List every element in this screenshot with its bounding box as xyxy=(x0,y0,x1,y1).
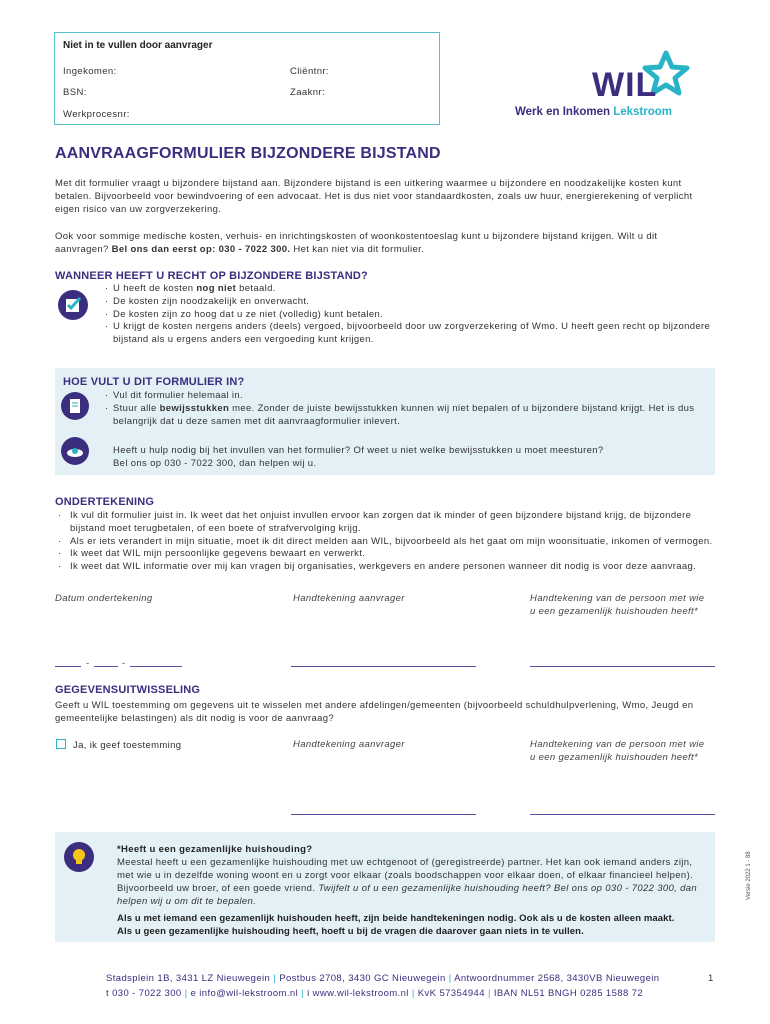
list-item: · Ik weet dat WIL informatie over mij kan vragen bij organisaties, werkgevers en andere personen wanneer dit nodig is voor deze aanvraag. xyxy=(58,561,718,574)
date-day-line[interactable] xyxy=(55,666,81,667)
date-label: Datum ondertekening xyxy=(55,593,153,604)
hoe-heading: HOE VULT U DIT FORMULIER IN? xyxy=(63,376,245,388)
werkprocesnr-field[interactable]: Werkprocesnr: xyxy=(63,109,130,120)
office-box-title: Niet in te vullen door aanvrager xyxy=(63,40,213,51)
household-text: Meestal heeft u een gezamenlijke huishouding met uw echtgenoot of (geregistreerde) partner. Het kan ook iemand anders zijn, met wie u in dezelfde woning woont en u zorgt voor elkaar (zoals boodschappen voor elkaar doen, of elkaar financieel helpen). Bijvoorbeeld uw broer, of een goede vriend. Twijfelt u of u een gezamenlijke huishouding heeft? Bel ons op 030 - 7022 300, dan helpen wij u om dit te bepalen. xyxy=(117,857,697,907)
footer-contact-line: t 030 - 7022 300 | e info@wil-lekstroom.nl | i www.wil-lekstroom.nl | KvK 57354944 | IBAN NL51 BNGH 0285 1588 72 xyxy=(106,988,644,999)
office-use-box xyxy=(54,32,440,125)
date-month-line[interactable] xyxy=(94,666,118,667)
date-separator: - xyxy=(86,658,90,669)
partner-signature-line[interactable] xyxy=(530,814,715,815)
checklist-icon xyxy=(58,290,88,320)
list-item: · Als er iets verandert in mijn situatie, moet ik dit direct melden aan WIL, bijvoorbeeld als het gaat om mijn woonsituatie, inkomen of vermogen. xyxy=(58,536,718,549)
date-separator: - xyxy=(122,658,126,669)
footer-address-line: Stadsplein 1B, 3431 LZ Nieuwegein | Postbus 2708, 3430 GC Nieuwegein | Antwoordnummer 2568, 3430VB Nieuwegein xyxy=(106,973,660,984)
hoe-list xyxy=(105,390,705,428)
list-item: · U krijgt de kosten nergens anders (deels) vergoed, bijvoorbeeld door uw zorgverzekering of Wmo. U heeft geen recht op bijzondere bijstand als u ergens anders een vergoeding kunt krijgen. xyxy=(105,321,715,347)
ondertekening-list xyxy=(58,510,718,574)
list-item: · Ik weet dat WIL mijn persoonlijke gegevens bewaart en verwerkt. xyxy=(58,548,718,561)
wanneer-heading: WANNEER HEEFT U RECHT OP BIJZONDERE BIJSTAND? xyxy=(55,270,368,282)
applicant-signature-label: Handtekening aanvrager xyxy=(293,593,405,604)
list-item: · De kosten zijn zo hoog dat u ze niet (volledig) kunt betalen. xyxy=(105,309,715,322)
intro-paragraph-1: Met dit formulier vraagt u bijzondere bijstand aan. Bijzondere bijstand is een uitkering waarmee u bijzondere en noodzakelijke kosten kunt betalen. Bijvoorbeeld voor bewindvoering of een advocaat. Het is dus niet voor standaardkosten, zoals uw huur, energierekening of verplicht eigen risico van uw zorgverzekering. xyxy=(55,178,693,215)
phone-support-icon xyxy=(61,437,89,465)
partner-signature-label: Handtekening van de persoon met wie u een gezamenlijk huishouden heeft* xyxy=(530,739,705,763)
consent-checkbox[interactable] xyxy=(56,739,66,749)
applicant-signature-line[interactable] xyxy=(291,814,476,815)
partner-signature-line[interactable] xyxy=(530,666,715,667)
list-item: · De kosten zijn noodzakelijk en onverwacht. xyxy=(105,296,715,309)
household-heading: *Heeft u een gezamenlijke huishouding? xyxy=(117,844,313,855)
logo-subtitle: Werk en Inkomen Lekstroom xyxy=(515,106,673,118)
gegevens-heading: GEGEVENSUITWISSELING xyxy=(55,684,201,696)
help-text: Heeft u hulp nodig bij het invullen van het formulier? Of weet u niet welke bewijsstukken u moet meesturen? Bel ons op 030 - 7022 300, dan helpen wij u. xyxy=(113,445,604,469)
zaaknr-field[interactable]: Zaaknr: xyxy=(290,87,326,98)
version-label: Versie 2022 1 - 88 xyxy=(746,851,752,900)
gegevens-text: Geeft u WIL toestemming om gegevens uit te wisselen met andere afdelingen/gemeenten (bijvoorbeeld schuldhulpverlening, Wmo, Jeugd en gemeentelijke belastingen) als dit nodig is voor de aanvraag? xyxy=(55,700,694,724)
intro-paragraph-2: Ook voor sommige medische kosten, verhuis- en inrichtingskosten of woonkostentoeslag kunt u bijzondere bijstand krijgen. Wilt u dit aanvragen? Bel ons dan eerst op: 030 - 7022 300. Het kan niet via dit formulier. xyxy=(55,231,658,255)
ondertekening-heading: ONDERTEKENING xyxy=(55,496,155,508)
list-item: · Ik vul dit formulier juist in. Ik weet dat het onjuist invullen ervoor kan zorgen dat ik minder of geen bijzondere bijstand krijg, de bijzondere bijstand moet terugbetalen, of een boete of strafvervolging krijg. xyxy=(58,510,718,536)
form-document-icon xyxy=(61,392,89,420)
clientnr-field[interactable]: Cliëntnr: xyxy=(290,66,329,77)
page-number: 1 xyxy=(708,973,714,984)
list-item: · Stuur alle bewijsstukken mee. Zonder de juiste bewijsstukken kunnen wij niet bepalen of u bijzondere bijstand krijgt. Het is dus belangrijk dat u deze samen met dit aanvraagformulier inlevert. xyxy=(105,403,705,429)
ingekomen-field[interactable]: Ingekomen: xyxy=(63,66,117,77)
list-item: · Vul dit formulier helemaal in. xyxy=(105,390,705,403)
list-item: · U heeft de kosten nog niet betaald. xyxy=(105,283,715,296)
household-note: Als u met iemand een gezamenlijk huishouden heeft, zijn beide handtekeningen nodig. Ook als u de kosten alleen maakt. Als u geen gezamenlijke huishouding heeft, hoeft u bij de vragen die daarover gaan niets in te vullen. xyxy=(117,913,675,937)
logo-wordmark: WIL xyxy=(592,66,658,104)
page-title: AANVRAAGFORMULIER BIJZONDERE BIJSTAND xyxy=(55,145,441,162)
consent-label: Ja, ik geef toestemming xyxy=(73,740,182,751)
date-year-line[interactable] xyxy=(130,666,182,667)
wanneer-list xyxy=(105,283,715,347)
wil-logo xyxy=(512,52,702,122)
applicant-signature-line[interactable] xyxy=(291,666,476,667)
bsn-field[interactable]: BSN: xyxy=(63,87,87,98)
partner-signature-label: Handtekening van de persoon met wie u een gezamenlijk huishouden heeft* xyxy=(530,593,705,617)
lightbulb-icon xyxy=(64,842,94,872)
applicant-signature-label: Handtekening aanvrager xyxy=(293,739,405,750)
